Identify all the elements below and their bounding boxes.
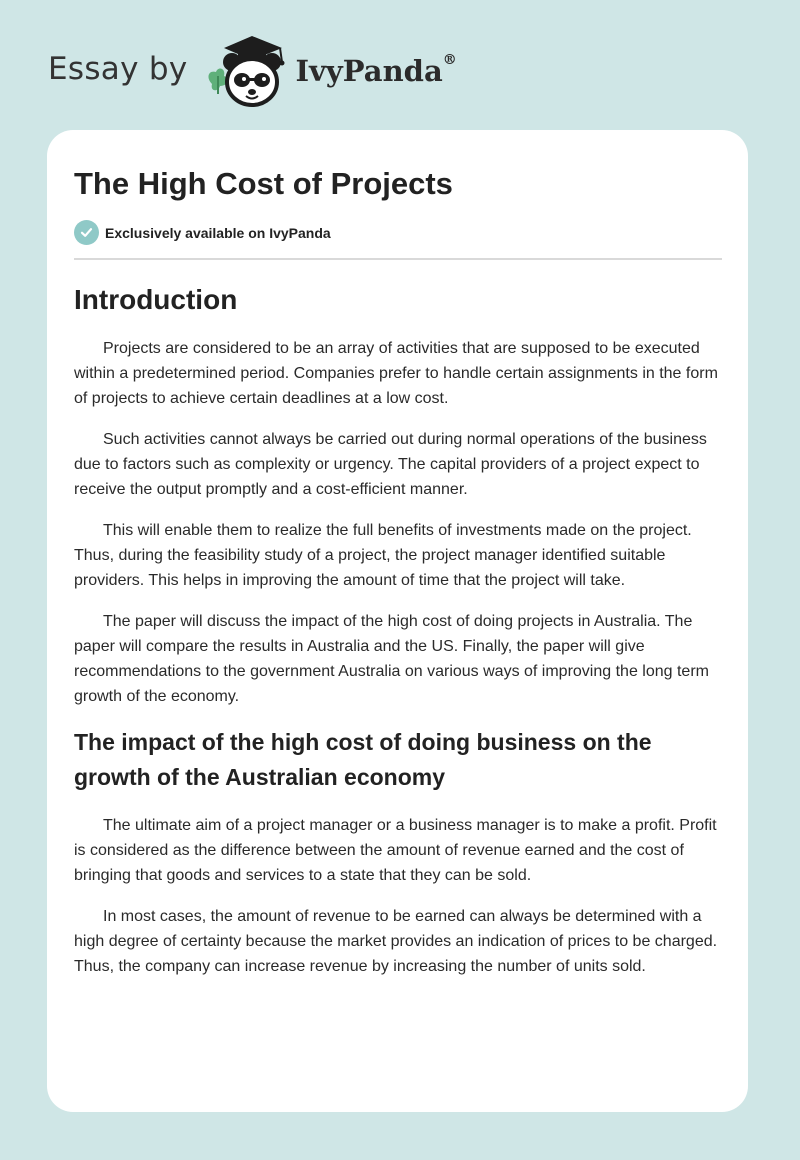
essay-card [47, 130, 748, 1112]
brand-name: IvyPanda® [295, 52, 457, 88]
site-header [48, 32, 457, 112]
paragraph: In most cases, the amount of revenue to be earned can always be determined with a high degree of certainty because the market provides an indication of prices to be charged. Thus, the company can increase revenue by increasing the number of units sold. [74, 908, 718, 975]
panda-mascot-icon [202, 32, 294, 112]
paragraph: Projects are considered to be an array of activities that are supposed to be executed within a predetermined period. Companies prefer to handle certain assignments in the form of projects to achieve certain deadlines at a low cost. [74, 340, 718, 407]
paragraph: This will enable them to realize the full benefits of investments made on the project. Thus, during the feasibility study of a project, the project manager identified suitable providers. This helps in improving the amount of time that the project will take. [74, 522, 692, 589]
page-title: The High Cost of Projects [74, 166, 453, 201]
paragraph: The ultimate aim of a project manager or a business manager is to make a profit. Profit is considered as the difference between the amount of revenue earned and the cost of bringing that goods and services to a state that they can be sold. [74, 817, 717, 884]
paragraph: Such activities cannot always be carried out during normal operations of the business due to factors such as complexity or urgency. The capital providers of a project expect to receive the output promptly and a cost-efficient manner. [74, 431, 707, 498]
exclusive-badge [74, 220, 722, 245]
divider [74, 258, 722, 260]
ivypanda-logo[interactable] [202, 32, 457, 112]
paragraph: The paper will discuss the impact of the high cost of doing projects in Australia. The paper will compare the results in Australia and the US. Finally, the paper will give recommendations to the government Australia on various ways of improving the long term growth of the economy. [74, 613, 709, 705]
essay-by-label: Essay by [48, 51, 188, 87]
badge-text: Exclusively available on IvyPanda [105, 224, 331, 241]
check-icon [74, 220, 99, 245]
section-heading-introduction: Introduction [74, 284, 238, 315]
section-heading-impact: The impact of the high cost of doing business on the growth of the Australian economy [74, 729, 652, 790]
